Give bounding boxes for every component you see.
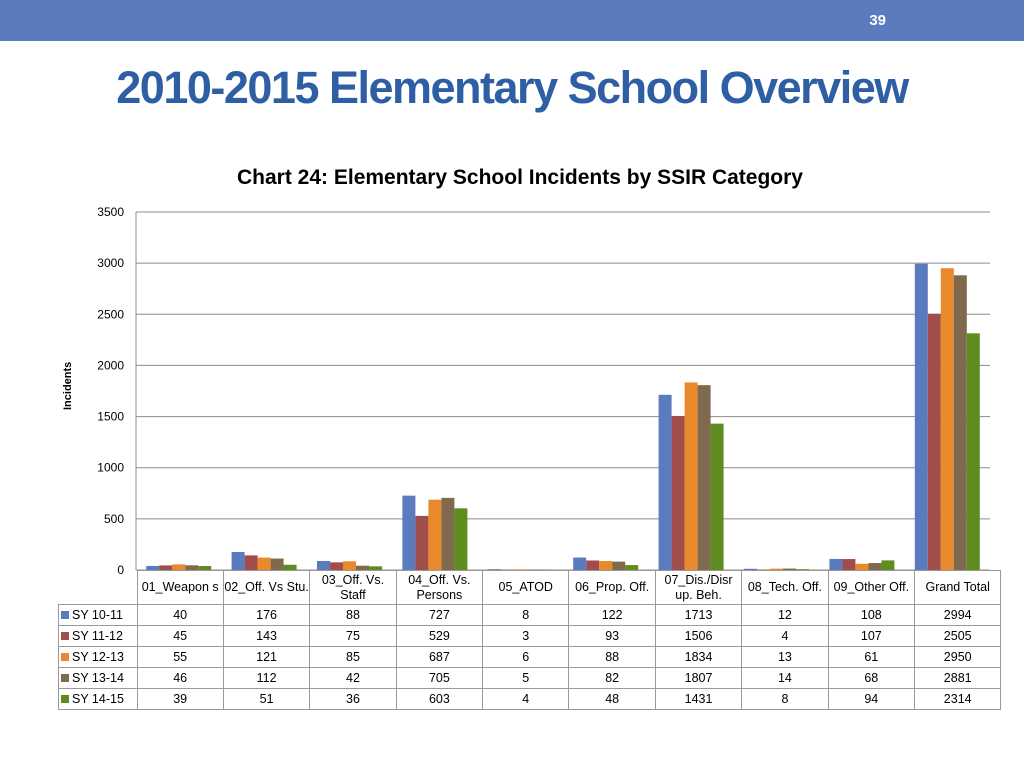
data-label: 176 [223, 605, 309, 626]
data-label: 42 [310, 668, 396, 689]
series-name: SY 11-12 [72, 629, 123, 643]
legend-entry [59, 626, 138, 647]
category-label: Grand Total [915, 571, 1001, 605]
data-label: 36 [310, 689, 396, 710]
legend-swatch [61, 695, 69, 703]
data-label: 12 [742, 605, 828, 626]
bar [232, 552, 245, 570]
legend-entry [59, 647, 138, 668]
bar [573, 558, 586, 570]
data-label: 6 [483, 647, 569, 668]
y-tick-label: 0 [117, 563, 124, 577]
data-label: 143 [223, 626, 309, 647]
category-label: 03_Off. Vs. Staff [310, 571, 396, 605]
data-label: 727 [396, 605, 482, 626]
data-label: 705 [396, 668, 482, 689]
data-label: 61 [828, 647, 914, 668]
bar [881, 560, 894, 570]
bar [698, 385, 711, 570]
data-label: 603 [396, 689, 482, 710]
data-label: 1431 [655, 689, 741, 710]
y-tick-label: 500 [103, 511, 124, 526]
bar [415, 516, 428, 570]
bar [829, 559, 842, 570]
data-label: 39 [137, 689, 223, 710]
bar [967, 333, 980, 570]
data-label: 4 [742, 626, 828, 647]
data-table [58, 570, 1001, 710]
page-number: 39 [869, 12, 886, 29]
table-row [59, 626, 1001, 647]
data-label: 2994 [915, 605, 1001, 626]
legend-entry [59, 605, 138, 626]
y-axis-label: Incidents [62, 361, 74, 410]
bar [954, 275, 967, 570]
data-label: 75 [310, 626, 396, 647]
data-label: 8 [483, 605, 569, 626]
data-label: 2505 [915, 626, 1001, 647]
bar [659, 395, 672, 570]
data-label: 85 [310, 647, 396, 668]
data-label: 14 [742, 668, 828, 689]
data-label: 55 [137, 647, 223, 668]
data-label: 108 [828, 605, 914, 626]
legend-swatch [61, 653, 69, 661]
data-label: 112 [223, 668, 309, 689]
data-label: 1713 [655, 605, 741, 626]
bar [915, 264, 928, 570]
bar [454, 508, 467, 570]
series-name: SY 10-11 [72, 608, 123, 622]
table-row [59, 647, 1001, 668]
y-tick-label: 3000 [97, 256, 124, 271]
table-row [59, 605, 1001, 626]
data-label: 687 [396, 647, 482, 668]
data-label: 5 [483, 668, 569, 689]
data-label: 107 [828, 626, 914, 647]
bar [941, 268, 954, 570]
bar [868, 563, 881, 570]
slide-title: 2010-2015 Elementary School Overview [116, 62, 908, 113]
bar [428, 500, 441, 570]
data-label: 1807 [655, 668, 741, 689]
data-label: 82 [569, 668, 655, 689]
data-label: 45 [137, 626, 223, 647]
table-row [59, 668, 1001, 689]
data-label: 2881 [915, 668, 1001, 689]
category-label: 02_Off. Vs Stu. [223, 571, 309, 605]
chart-title: Chart 24: Elementary School Incidents by SSIR Category [237, 166, 803, 189]
data-label: 93 [569, 626, 655, 647]
bar [599, 561, 612, 570]
data-label: 1506 [655, 626, 741, 647]
table-row [59, 689, 1001, 710]
data-label: 68 [828, 668, 914, 689]
category-label: 09_Other Off. [828, 571, 914, 605]
bar [928, 314, 941, 570]
data-label: 48 [569, 689, 655, 710]
data-label: 13 [742, 647, 828, 668]
bar [258, 558, 271, 570]
bar [271, 559, 284, 570]
data-label: 529 [396, 626, 482, 647]
legend-entry [59, 689, 138, 710]
data-label: 1834 [655, 647, 741, 668]
bar [586, 560, 599, 570]
data-label: 2950 [915, 647, 1001, 668]
bar [245, 555, 258, 570]
data-label: 8 [742, 689, 828, 710]
series-name: SY 12-13 [72, 650, 124, 664]
data-label: 88 [569, 647, 655, 668]
data-label: 121 [223, 647, 309, 668]
category-label: 07_Dis./Disr up. Beh. [655, 571, 741, 605]
y-tick-label: 3500 [97, 205, 124, 219]
data-label: 46 [137, 668, 223, 689]
category-label: 05_ATOD [483, 571, 569, 605]
bar [343, 561, 356, 570]
y-tick-label: 2500 [97, 307, 124, 322]
category-label: 06_Prop. Off. [569, 571, 655, 605]
category-label: 08_Tech. Off. [742, 571, 828, 605]
data-label: 3 [483, 626, 569, 647]
series-name: SY 14-15 [72, 692, 124, 706]
table-corner [59, 571, 138, 605]
bar [330, 562, 343, 570]
data-label: 88 [310, 605, 396, 626]
bar [711, 424, 724, 570]
series-name: SY 13-14 [72, 671, 124, 685]
data-label: 94 [828, 689, 914, 710]
bar [441, 498, 454, 570]
legend-entry [59, 668, 138, 689]
bar [612, 562, 625, 570]
data-label: 4 [483, 689, 569, 710]
bar [402, 496, 415, 570]
y-tick-label: 1500 [97, 409, 124, 424]
y-tick-label: 2000 [97, 358, 124, 373]
legend-swatch [61, 674, 69, 682]
data-label: 40 [137, 605, 223, 626]
category-label: 01_Weapon s [137, 571, 223, 605]
bar [842, 559, 855, 570]
data-label: 2314 [915, 689, 1001, 710]
data-label: 122 [569, 605, 655, 626]
category-label: 04_Off. Vs. Persons [396, 571, 482, 605]
y-tick-label: 1000 [97, 460, 124, 475]
data-label: 51 [223, 689, 309, 710]
bar [685, 382, 698, 570]
legend-swatch [61, 632, 69, 640]
bar [317, 561, 330, 570]
bar [672, 416, 685, 570]
legend-swatch [61, 611, 69, 619]
